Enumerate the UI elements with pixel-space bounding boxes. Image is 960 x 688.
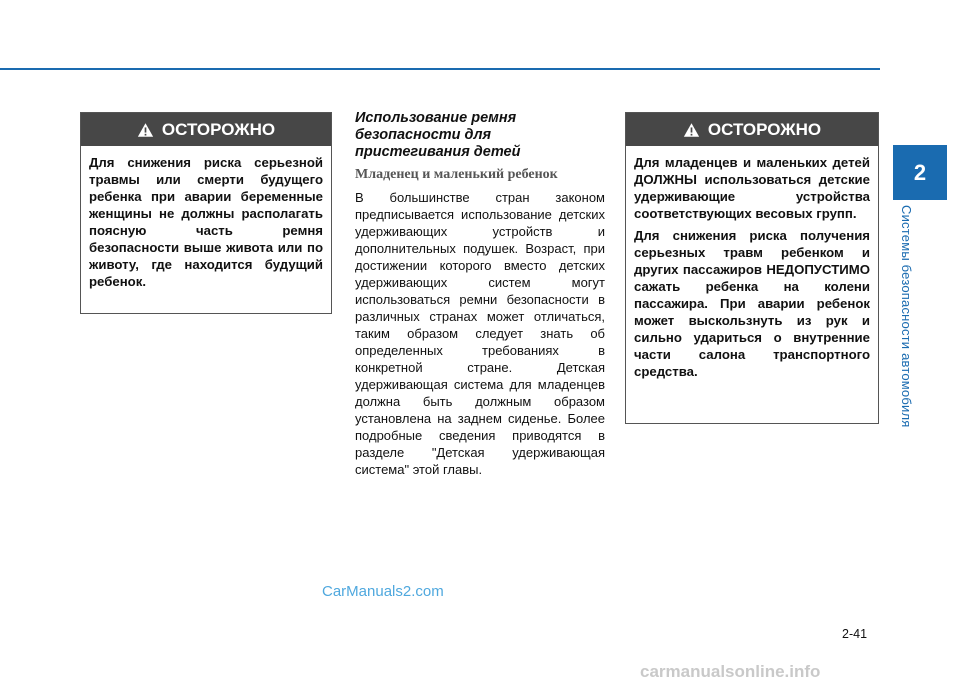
warning-header-left — [81, 113, 331, 146]
warning-box-right — [625, 112, 879, 424]
chapter-number: 2 — [893, 145, 947, 200]
section-title: Использование ремня безопасности для пристегивания детей — [355, 110, 521, 160]
watermark-carmanuals2[interactable]: CarManuals2.com — [322, 583, 444, 600]
warning-triangle-icon — [137, 122, 154, 138]
section-subtitle: Младенец и маленький ребенок — [355, 167, 558, 182]
warning-paragraph: Для снижения риска получения серьезных травм ребенком и других пассажиров НЕДОПУСТИМО сажать ребенка на колени пассажира. При аварии ребенок может выскользнуть из рук и сильно удариться о внутренние части салона транспортного средства. — [634, 228, 870, 379]
watermark-carmanualsonline[interactable]: carmanualsonline.info — [640, 662, 821, 681]
warning-body-right — [626, 146, 878, 393]
warning-paragraph: Для снижения риска серьезной травмы или смерти будущего ребенка при аварии беременные женщины не должны располагать поясную часть ремня безопасности выше живота или по животу, где находится будущий ребенок. — [89, 155, 323, 289]
section-body: В большинстве стран законом предписывается использование детских удерживающих устройств и дополнительных подушек. Возраст, при достижении которого вместо детских удерживающих систем могут использоваться ремни безопасности в различных странах может отличаться, таким образом следует знать об определенных требованиях в конкретной стране. Детская удерживающая система для младенцев должна быть должным образом установлена на заднем сиденье. Более подробные сведения приводятся в разделе "Детская удерживающая система" этой главы. — [355, 190, 605, 477]
warning-paragraph: Для младенцев и маленьких детей ДОЛЖНЫ использоваться детские удерживающие устройства соответствующих весовых групп. — [634, 155, 870, 221]
warning-box-left — [80, 112, 332, 314]
section-column — [355, 110, 605, 478]
warning-body-left — [81, 146, 331, 303]
page-number: 2-41 — [842, 627, 868, 641]
warning-title-left: ОСТОРОЖНО — [161, 119, 276, 139]
chapter-tab — [893, 145, 960, 435]
warning-header-right — [626, 113, 878, 146]
chapter-title: Системы безопасности автомобиля — [899, 205, 914, 428]
warning-title-right: ОСТОРОЖНО — [707, 119, 822, 139]
header-rule — [0, 68, 880, 70]
warning-triangle-icon — [683, 122, 700, 138]
